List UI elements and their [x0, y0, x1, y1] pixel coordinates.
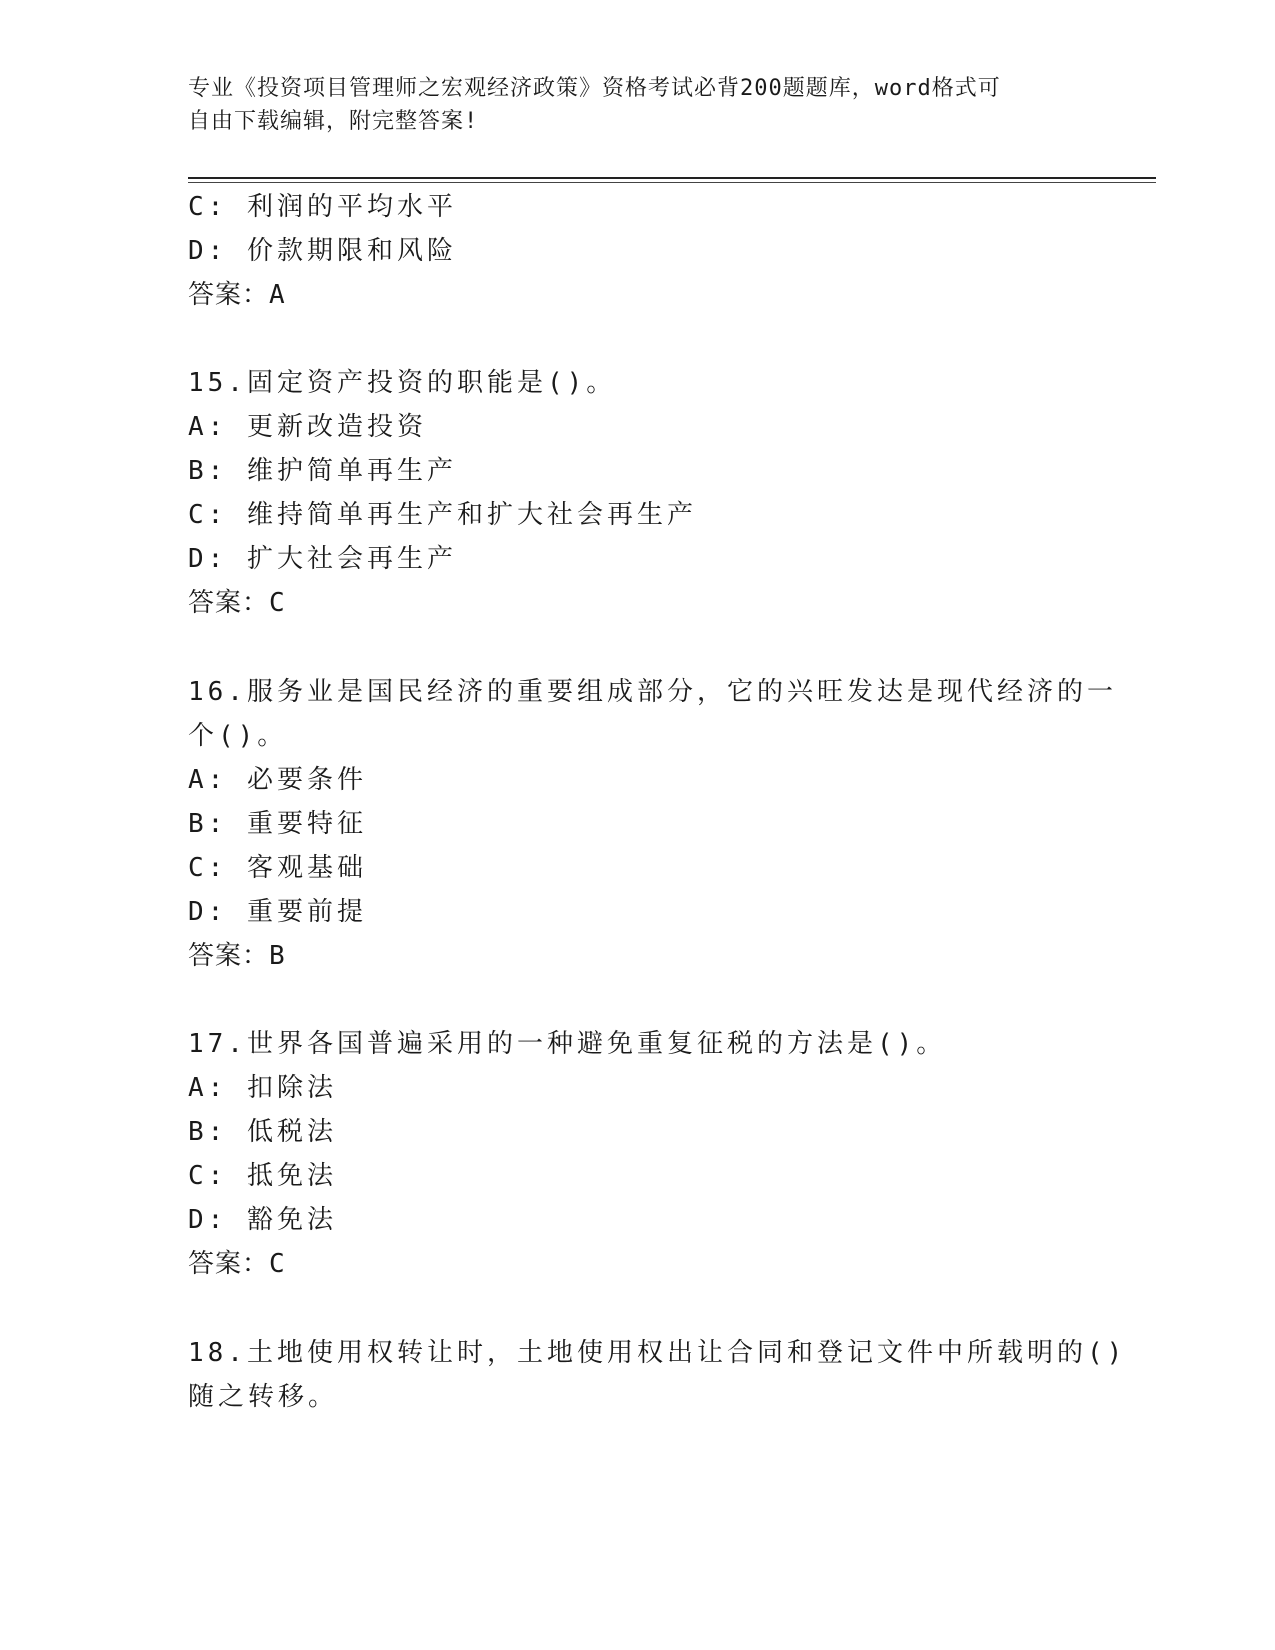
q15-answer: 答案：C [188, 588, 286, 618]
q16-stem-line-1: 16.服务业是国民经济的重要组成部分，它的兴旺发达是现代经济的一 [188, 677, 1117, 707]
header-line-1: 专业《投资项目管理师之宏观经济政策》资格考试必背200题题库，word格式可 [188, 76, 1001, 101]
q18-stem-line-1: 18.土地使用权转让时，土地使用权出让合同和登记文件中所载明的() [188, 1338, 1127, 1368]
q16-answer: 答案：B [188, 941, 286, 971]
prev-option-c: C: 利润的平均水平 [188, 192, 457, 222]
q17-option-c: C: 抵免法 [188, 1161, 337, 1191]
q15-option-b: B: 维护简单再生产 [188, 456, 457, 486]
header-rule-thick [188, 177, 1156, 179]
q15-option-a: A: 更新改造投资 [188, 412, 427, 442]
q16-stem-line-2: 个()。 [188, 721, 288, 751]
q15-option-c: C: 维持简单再生产和扩大社会再生产 [188, 500, 697, 530]
q16-option-c: C: 客观基础 [188, 853, 367, 883]
prev-option-d: D: 价款期限和风险 [188, 236, 457, 266]
q17-answer: 答案：C [188, 1249, 286, 1279]
q16-option-b: B: 重要特征 [188, 809, 367, 839]
q17-option-a: A: 扣除法 [188, 1073, 337, 1103]
q17-option-d: D: 豁免法 [188, 1205, 337, 1235]
header-rule-thin [188, 182, 1156, 183]
q16-option-a: A: 必要条件 [188, 765, 367, 795]
document-header [188, 72, 1088, 138]
q18-stem-line-2: 随之转移。 [188, 1382, 339, 1412]
q17-stem: 17.世界各国普遍采用的一种避免重复征税的方法是()。 [188, 1029, 947, 1059]
q15-option-d: D: 扩大社会再生产 [188, 544, 457, 574]
q16-option-d: D: 重要前提 [188, 897, 367, 927]
header-line-2: 自由下载编辑，附完整答案! [188, 109, 479, 134]
q17-option-b: B: 低税法 [188, 1117, 337, 1147]
q15-stem: 15.固定资产投资的职能是()。 [188, 368, 617, 398]
prev-answer: 答案：A [188, 280, 286, 310]
